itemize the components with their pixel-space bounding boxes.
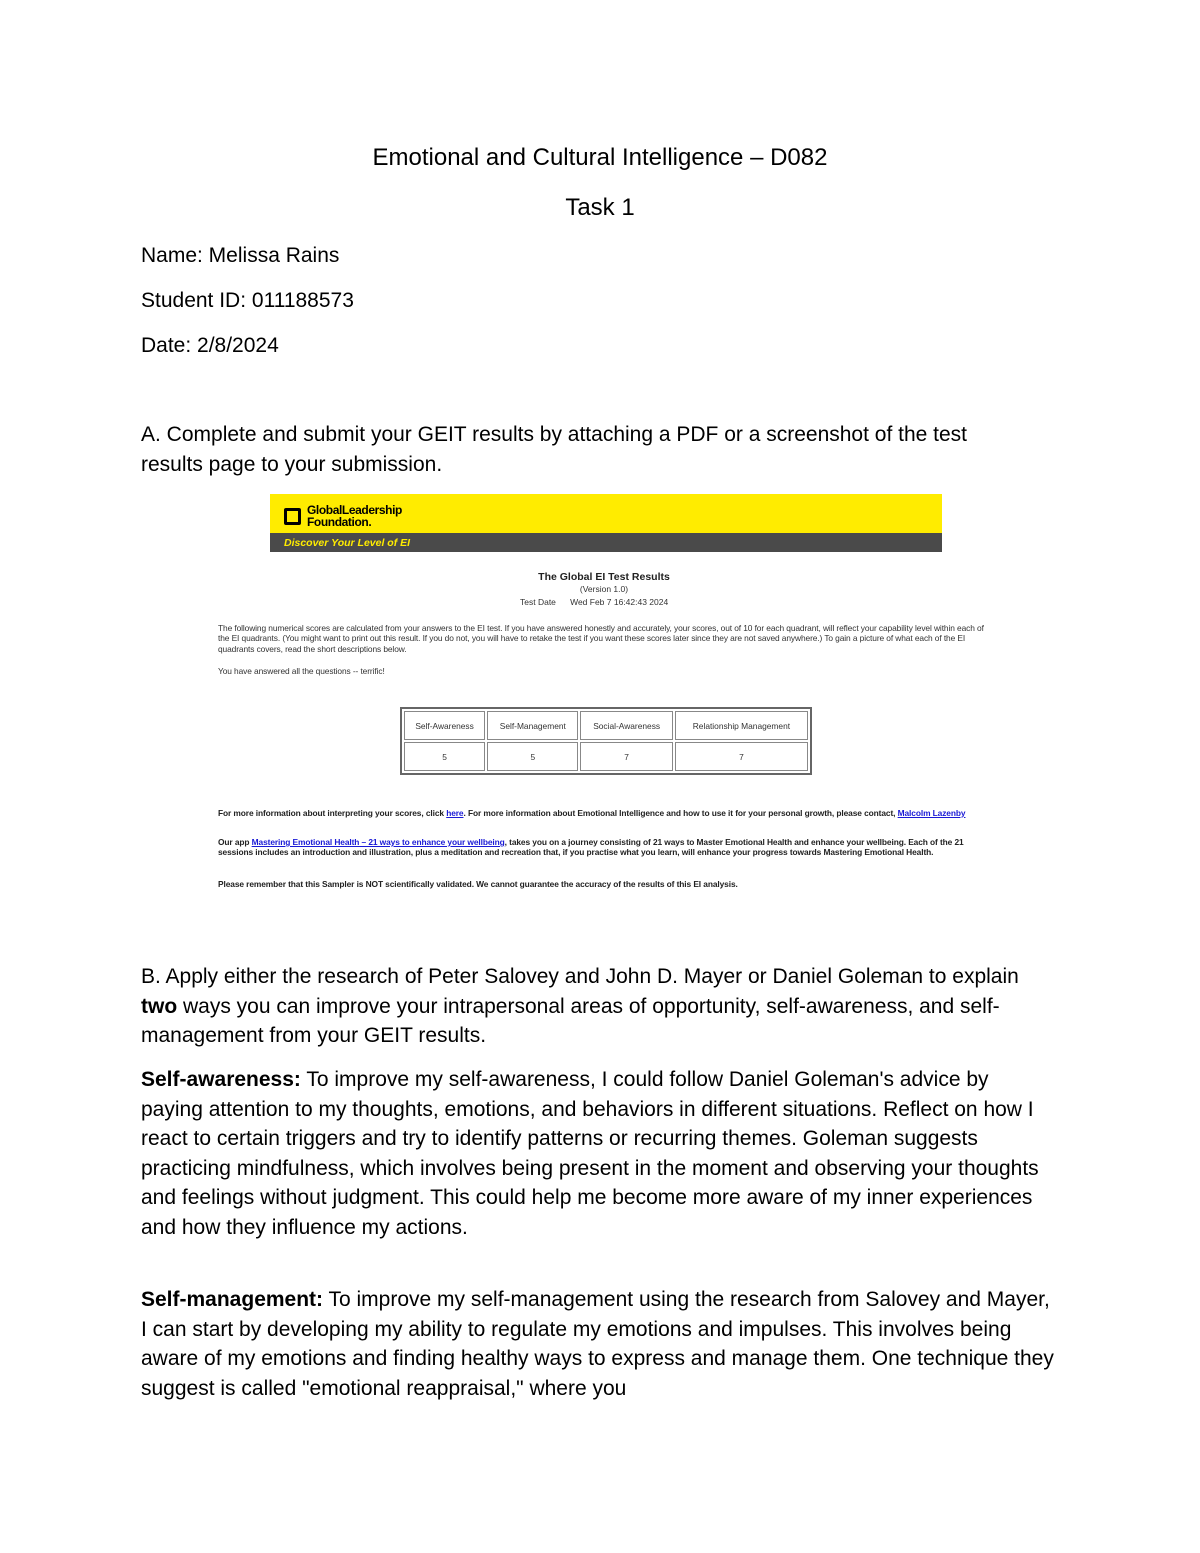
tagline: Discover Your Level of EI (284, 537, 411, 549)
self-management-text: To improve my self-management using the research from Salovey and Mayer, I can start by developing my ability to regulate my emotions and impulses. This involves being aware of my emotions and finding healthy ways to express and manage them. One technique they suggest is called "emotional reappraisal," where you (141, 1288, 1054, 1400)
foundation-logo (307, 504, 402, 528)
student-id-line: Student ID: 011188573 (141, 289, 354, 312)
score-value: 5 (487, 742, 578, 771)
disclaimer: Please remember that this Sampler is NOT scientifically validated. We cannot guarantee the accuracy of the results of this EI analysis. (218, 879, 738, 889)
app-text: Our app (218, 837, 252, 847)
app-text-2: , takes you on a journey consisting of 21 ways to Master Emotional Health and enhance your wellbeing. Each of the 21 sessions includes an introduction and illustration, plus a meditation and recreation that, if you practise what you learn, will enhance your progress towards Mastering Emotional Health. (218, 837, 964, 858)
document-title: Emotional and Cultural Intelligence – D082 (372, 144, 828, 171)
scores-header-row (404, 711, 808, 740)
test-date: Test Date Wed Feb 7 16:42:43 2024 (520, 597, 669, 607)
answered-note: You have answered all the questions -- terrific! (218, 666, 385, 676)
scores-value-row (404, 742, 808, 771)
section-b-emphasis: two (141, 994, 178, 1018)
self-awareness-paragraph (141, 1065, 1056, 1242)
more-info-paragraph (218, 808, 990, 818)
self-management-label: Self-management: (141, 1288, 324, 1311)
results-title: The Global EI Test Results (538, 571, 670, 583)
score-header: Self-Awareness (404, 711, 485, 740)
self-awareness-text: To improve my self-awareness, I could follow Daniel Goleman's advice by paying attention to my thoughts, emotions, and behaviors in different situations. Reflect on how I react to certain triggers and try to identify patterns or recurring themes. Goleman suggests practicing mindfulness, which involves being present in the moment and observing your thoughts and feelings without judgment. This could help me become more aware of my inner experiences and how they influence my actions. (141, 1068, 1039, 1239)
results-version: (Version 1.0) (579, 584, 629, 594)
score-value: 7 (675, 742, 808, 771)
score-value: 5 (404, 742, 485, 771)
foundation-logo-icon (284, 508, 301, 525)
self-awareness-label: Self-awareness: (141, 1068, 301, 1091)
task-heading: Task 1 (565, 194, 635, 221)
logo-line-1: GlobalLeadership (307, 503, 402, 517)
self-management-paragraph (141, 1285, 1056, 1403)
section-b-text-2: ways you can improve your intrapersonal areas of opportunity, self-awareness, and self-management from your GEIT results. (141, 994, 1000, 1047)
geit-results-screenshot (214, 490, 994, 900)
logo-line-2: Foundation. (307, 515, 372, 529)
more-info-text: For more information about interpreting your scores, click (218, 808, 447, 818)
more-info-text-2: . For more information about Emotional Intelligence and how to use it for your personal growth, please contact, (463, 808, 898, 818)
name-line: Name: Melissa Rains (141, 244, 340, 267)
scores-table (400, 707, 812, 775)
app-link[interactable]: Mastering Emotional Health – 21 ways to enhance your wellbeing (251, 837, 505, 847)
section-b-prompt (141, 962, 1056, 1051)
section-b-text: B. Apply either the research of Peter Salovey and John D. Mayer or Daniel Goleman to explain (141, 965, 1019, 988)
score-header: Social-Awareness (580, 711, 672, 740)
score-header: Relationship Management (675, 711, 808, 740)
contact-link[interactable]: Malcolm Lazenby (897, 808, 966, 818)
interpreting-scores-link[interactable]: here (446, 808, 464, 818)
date-line: Date: 2/8/2024 (141, 334, 279, 357)
results-intro: The following numerical scores are calculated from your answers to the EI test. If you have answered honestly and accurately, your scores, out of 10 for each quadrant, will reflect your capability level within each of the EI quadrants. (You might want to print out this result. If you do not, you will have to retake the test if you want these scores later since they are not saved anywhere.) To gain a picture of what each of the EI quadrants covers, read the short descriptions below. (218, 623, 984, 654)
score-header: Self-Management (487, 711, 578, 740)
score-value: 7 (580, 742, 672, 771)
section-a-prompt: A. Complete and submit your GEIT results by attaching a PDF or a screenshot of the test results page to your submission. (141, 423, 968, 476)
app-paragraph (218, 837, 990, 858)
